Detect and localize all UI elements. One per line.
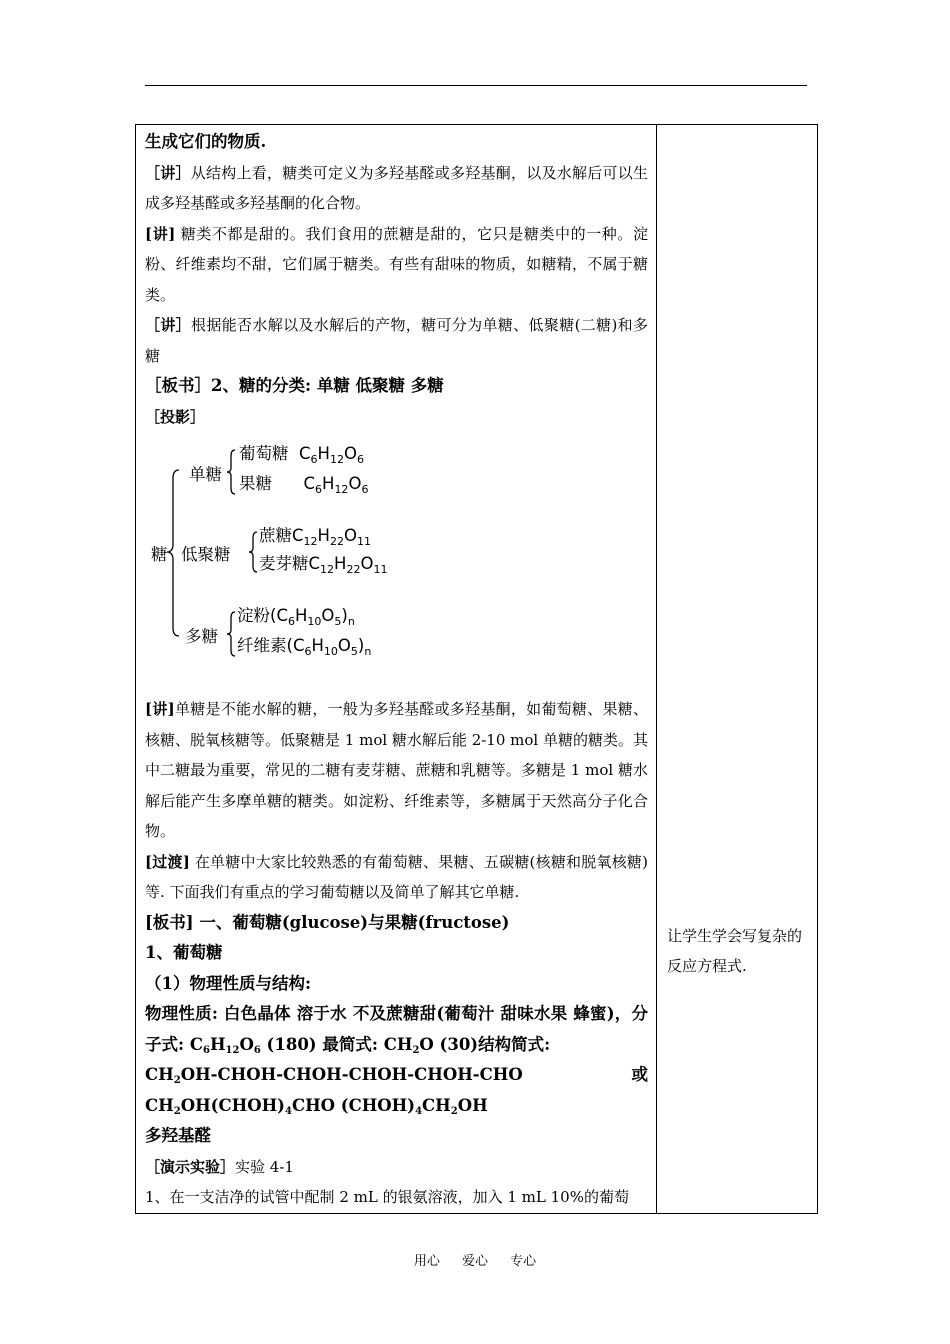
projection-label: ［投影］: [145, 407, 206, 426]
glucose-entry: 葡萄糖 $C_6H_{12}O_6$: [239, 444, 364, 466]
footer-word-2: 爱心: [461, 1254, 488, 1269]
lesson-table: [135, 124, 818, 1214]
maltose-entry: 麦芽糖$C_{12}H_{22}O_{11}$: [259, 554, 388, 576]
physical-properties-text: 物理性质: 白色晶体 溶于水 不及蔗糖甜(葡萄汁 甜味水果 蜂蜜)，分子式: $C_6H_{12}O_6$ (180) 最简式: $CH_2O$ (30)结构简式:: [145, 1004, 648, 1056]
lecture-paragraph-4: [讲]单糖是不能水解的糖，一般为多羟基醛或多羟基酮，如葡萄糖、果糖、核糖、脱氧核糖等。低聚糖是 1 mol 糖水解后能 2-10 mol 单糖的糖类。其中二糖最为重要，常见的二糖有麦芽糖、蔗糖和乳糖等。多糖是 1 mol 糖水解后能产生多摩单糖的糖类。如淀粉、纤维素等，多糖属于天然高分子化合物。: [145, 700, 648, 840]
structure-formula-line-1: $CH_2OH-CHOH-CHOH-CHOH-CHOH$-CHO 或: [145, 1065, 648, 1086]
board-writing-glucose-fructose: [板书] 一、葡萄糖(glucose)与果糖(fructose): [145, 912, 510, 932]
lecture-paragraph-1: ［讲］从结构上看，糖类可定义为多羟基醛或多羟基酮，以及水解后可以生成多羟基醛或多羟基酮的化合物。: [145, 163, 648, 212]
footer-word-3: 专心: [510, 1254, 537, 1269]
structure-formula-line-2: $CH_2OH(CHOH)_4CHO$ $(CHOH)_4CH_2OH$: [145, 1095, 488, 1117]
board-writing-classification: ［板书］2、糖的分类: 单糖 低聚糖 多糖: [145, 376, 444, 395]
header-rule: [145, 85, 807, 86]
starch-entry: 淀粉$(C_6H_{10}O_5)_n$: [237, 606, 355, 628]
transition-paragraph: [过渡] 在单糖中大家比较熟悉的有葡萄糖、果糖、五碳糖(核糖和脱氧核糖)等. 下面我们有重点的学习葡萄糖以及简单了解其它单糖.: [145, 852, 648, 901]
demo-experiment: ［演示实验］实验 4-1: [145, 1157, 294, 1176]
lecture-paragraph-2: [讲] 糖类不都是甜的。我们食用的蔗糖是甜的，它只是糖类中的一种。淀粉、纤维素均不甜，它们属于糖类。有些有甜味的物质，如糖精，不属于糖类。: [145, 224, 648, 304]
teaching-content-cell: [136, 125, 657, 1214]
fructose-entry: 果糖 $C_6H_{12}O_6$: [239, 474, 369, 496]
physical-properties-heading: （1）物理性质与结构:: [145, 973, 312, 993]
continuation-heading: 生成它们的物质.: [145, 132, 267, 151]
notes-cell: [657, 125, 818, 1214]
sugar-root-label: 糖: [151, 545, 168, 564]
footer-word-1: 用心: [413, 1254, 440, 1269]
sucrose-entry: 蔗糖$C_{12}H_{22}O_{11}$: [259, 526, 371, 548]
lecture-paragraph-3: ［讲］根据能否水解以及水解后的产物，糖可分为单糖、低聚糖(二糖)和多糖: [145, 316, 648, 365]
side-note: 让学生学会写复杂的反应方程式.: [667, 927, 803, 975]
polyhydroxy-aldehyde-heading: 多羟基醛: [145, 1126, 211, 1145]
glucose-heading: 1、葡萄糖: [145, 943, 223, 962]
polysaccharide-label: 多糖: [185, 627, 218, 646]
sugar-classification-diagram: [145, 432, 648, 694]
oligosaccharide-label: 低聚糖: [181, 545, 231, 564]
cellulose-entry: 纤维素$(C_6H_{10}O_5)_n$: [237, 636, 372, 658]
experiment-step-1: 1、在一支洁净的试管中配制 2 mL 的银氨溶液，加入 1 mL 10%的葡萄: [145, 1188, 629, 1206]
monosaccharide-label: 单糖: [189, 465, 222, 484]
page-footer: [0, 1250, 950, 1269]
